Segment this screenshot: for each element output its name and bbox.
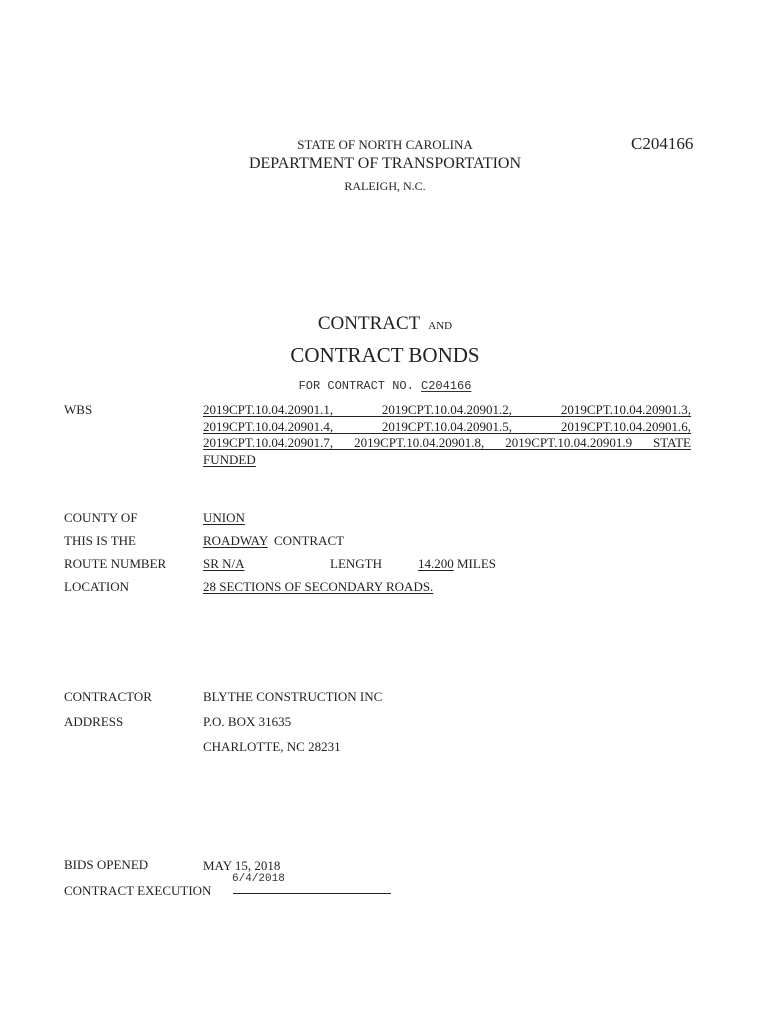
contract-type-line	[203, 533, 344, 549]
location-value: 28 SECTIONS OF SECONDARY ROADS.	[203, 579, 434, 594]
contract-title: CONTRACT	[317, 313, 421, 334]
execution-date-value: 6/4/2018	[232, 873, 285, 885]
contractor-name: BLYTHE CONSTRUCTION INC	[203, 689, 383, 704]
bids-opened-value: MAY 15, 2018	[203, 858, 281, 873]
contract-bonds-title: CONTRACT BONDS	[290, 343, 480, 367]
address-line2: CHARLOTTE, NC 28231	[203, 739, 341, 754]
contract-title-line	[0, 313, 770, 335]
contract-id-header: C204166	[631, 134, 694, 153]
length-value: 14.200	[418, 556, 454, 571]
county-value: UNION	[203, 510, 245, 525]
contract-type-value: ROADWAY	[203, 533, 268, 548]
length-label: LENGTH	[330, 556, 382, 571]
route-value: SR N/A	[203, 556, 245, 571]
and-word: AND	[428, 320, 453, 332]
address-label: ADDRESS	[64, 714, 124, 729]
department-name: DEPARTMENT OF TRANSPORTATION	[248, 155, 522, 172]
execution-label: CONTRACT EXECUTION	[64, 883, 212, 898]
wbs-label: WBS	[64, 402, 93, 417]
wbs-value: 2019CPT.10.04.20901.1, 2019CPT.10.04.20901.2, 2019CPT.10.04.20901.3, 2019CPT.10.04.20901.4, 2019CPT.10.04.20901.5, 2019CPT.10.04.20901.6, 2019CPT.10.04.20901.7, 2019CPT.10.04.20901.8, 2019CPT.10.04.20901.9 STATE FUNDED	[203, 402, 691, 467]
this-is-label: THIS IS THE	[64, 533, 136, 548]
contractor-label: CONTRACTOR	[64, 689, 152, 704]
for-contract-line	[0, 379, 770, 393]
length-line	[418, 556, 496, 572]
city-name: RALEIGH, N.C.	[344, 179, 426, 193]
location-label: LOCATION	[64, 579, 129, 594]
length-unit: MILES	[457, 556, 496, 571]
state-name: STATE OF NORTH CAROLINA	[297, 137, 473, 152]
address-line1: P.O. BOX 31635	[203, 714, 292, 729]
contract-word: CONTRACT	[274, 533, 345, 548]
bids-opened-label: BIDS OPENED	[64, 857, 149, 872]
county-label: COUNTY OF	[64, 510, 138, 525]
route-label: ROUTE NUMBER	[64, 556, 167, 571]
execution-signature-line	[233, 893, 391, 894]
for-contract-number: C204166	[421, 379, 472, 393]
for-contract-label: FOR CONTRACT NO.	[298, 379, 414, 393]
